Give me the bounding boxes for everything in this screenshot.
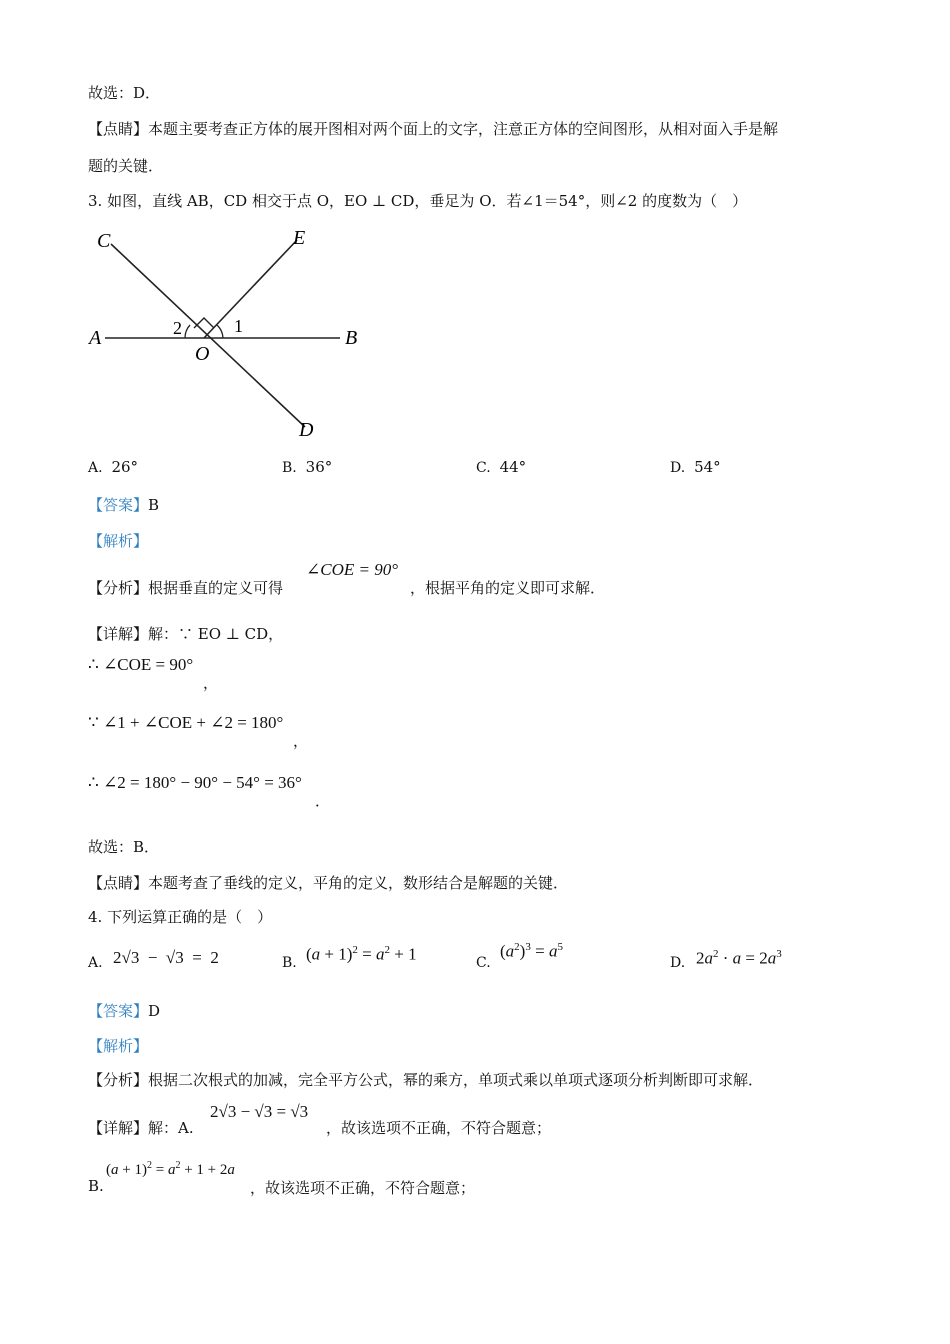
q3-choice: 故选：B． bbox=[88, 838, 160, 856]
q4-option-c-math: $(a^2)^3 = a^5$ bbox=[500, 941, 563, 961]
note-paragraph-1: 【点睛】本题主要考查正方体的展开图相对两个面上的文字，注意正方体的空间图形，从相对面入手是解 bbox=[88, 120, 779, 138]
angle-2-arc bbox=[185, 325, 190, 338]
q4-detail-tail-a: ，故该选项不正确，不符合题意； bbox=[326, 1119, 552, 1137]
q4-detail-math-a: 2√3 − √3 = √3 bbox=[210, 1102, 309, 1121]
step-3-punct: ． bbox=[315, 792, 331, 810]
step-2: ∵ ∠1 + ∠COE + ∠2 = 180° bbox=[88, 713, 284, 732]
note-paragraph-2: 题的关键． bbox=[88, 157, 164, 175]
label-c: C bbox=[97, 230, 111, 252]
geometry-figure bbox=[85, 222, 375, 442]
q3-note: 【点睛】本题考查了垂线的定义，平角的定义，数形结合是解题的关键． bbox=[88, 874, 569, 892]
q3-option-d: D. 54° bbox=[670, 458, 721, 476]
right-angle-mark bbox=[194, 318, 214, 328]
q4-analysis: 【分析】根据二次根式的加减，完全平方公式，幂的乘方，单项式乘以单项式逐项分析判断即可求解． bbox=[88, 1071, 764, 1089]
ray-oe bbox=[204, 240, 297, 338]
label-e: E bbox=[293, 227, 306, 249]
step-3: ∴ ∠2 = 180° − 90° − 54° = 36° bbox=[88, 773, 302, 792]
line-cd bbox=[111, 244, 305, 427]
q3-option-b: B. 36° bbox=[282, 458, 333, 476]
q3-detail: 【详解】解：∵ EO ⊥ CD， bbox=[88, 625, 284, 643]
q3-answer: 【答案】B bbox=[88, 496, 160, 514]
label-b: B bbox=[345, 327, 358, 349]
q3-option-a: A. 26° bbox=[88, 458, 139, 476]
q3-analysis-tail: ，根据平角的定义即可求解． bbox=[410, 579, 606, 597]
q3-analysis: 【分析】根据垂直的定义可得 bbox=[88, 579, 284, 597]
q4-detail-b-prefix: B. bbox=[88, 1177, 104, 1195]
step-1-punct: ， bbox=[203, 674, 219, 692]
q4-answer: 【答案】D bbox=[88, 1002, 161, 1020]
q4-option-b-letter: B. bbox=[282, 955, 297, 971]
q4-analysis-heading: 【解析】 bbox=[88, 1037, 149, 1055]
q4-detail-math-b: $(a + 1)^2 = a^2 + 1 + 2a$ bbox=[106, 1160, 235, 1178]
label-angle-1: 1 bbox=[234, 316, 243, 336]
q3-analysis-math: ∠COE = 90° bbox=[306, 560, 399, 579]
q4-option-a-math: 2√3 − √3 = 2 bbox=[113, 948, 219, 967]
label-d: D bbox=[299, 419, 314, 441]
angle-1-arc bbox=[217, 325, 223, 338]
q3-analysis-heading: 【解析】 bbox=[88, 532, 149, 550]
step-1: ∴ ∠COE = 90° bbox=[88, 655, 194, 674]
q3-option-c: C. 44° bbox=[476, 458, 527, 476]
label-a: A bbox=[89, 327, 102, 349]
q4-option-b-math: $(a + 1)^2 = a^2 + 1$ bbox=[306, 944, 417, 964]
label-o: O bbox=[195, 343, 210, 365]
q4-option-d-math: $2a^2 \cdot a = 2a^3$ bbox=[696, 948, 782, 968]
q4-option-c-letter: C. bbox=[476, 955, 491, 971]
q4-detail-tail-b: ，故该选项不正确，不符合题意； bbox=[250, 1179, 476, 1197]
question-4: 4. 下列运算正确的是（ ） bbox=[88, 908, 273, 926]
q4-detail: 【详解】解：A. bbox=[88, 1119, 194, 1137]
question-3: 3. 如图，直线 AB，CD 相交于点 O，EO ⊥ CD，垂足为 O．若∠1＝54°，则∠2 的度数为（ ） bbox=[88, 192, 748, 210]
q4-option-a-letter: A. bbox=[88, 955, 103, 971]
q4-option-d-letter: D. bbox=[670, 955, 686, 971]
step-2-punct: ， bbox=[293, 732, 309, 750]
label-angle-2: 2 bbox=[173, 318, 182, 338]
answer-choice-line: 故选：D． bbox=[88, 84, 161, 102]
